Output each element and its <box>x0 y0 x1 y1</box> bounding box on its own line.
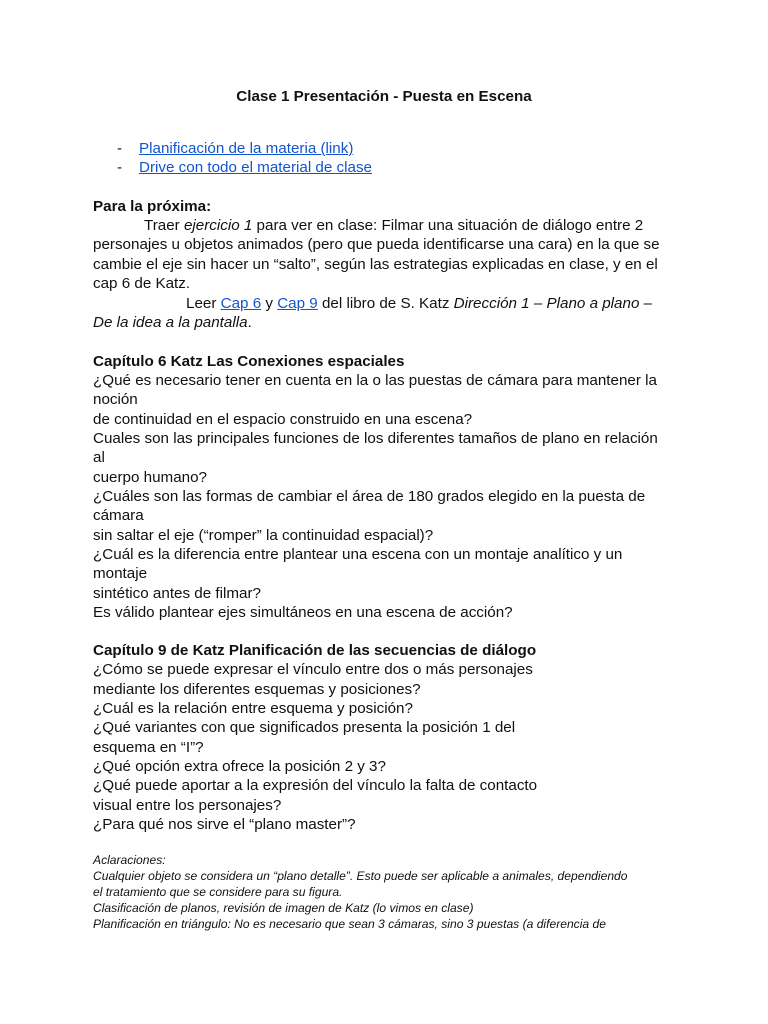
question-line: esquema en “I”? <box>93 739 204 756</box>
question-line: ¿Qué variantes con que significados presenta la posición 1 del <box>93 719 516 736</box>
text: y <box>261 295 278 312</box>
question-line: de continuidad en el espacio construido en una escena? <box>93 411 473 428</box>
text: Leer <box>186 295 221 312</box>
document-title: Clase 1 Presentación - Puesta en Escena <box>236 88 532 105</box>
question-line: ¿Qué es necesario tener en cuenta en la o las puestas de cámara para mantener la <box>93 372 657 389</box>
question-line: ¿Qué puede aportar a la expresión del vínculo la falta de contacto <box>93 777 538 794</box>
question-line: Es válido plantear ejes simultáneos en una escena de acción? <box>93 604 513 621</box>
question-line: ¿Qué opción extra ofrece la posición 2 y 3? <box>93 758 386 775</box>
question-line: ¿Cuál es la diferencia entre plantear una escena con un montaje analítico y un <box>93 546 623 563</box>
proxima-paragraph-line: cap 6 de Katz. <box>93 275 191 292</box>
text: . <box>247 314 252 331</box>
text: Traer <box>144 217 184 234</box>
question-line: visual entre los personajes? <box>93 797 282 814</box>
proxima-paragraph-line: personajes u objetos animados (pero que pueda identificarse una cara) en la que se <box>93 236 660 253</box>
note-line: el tratamiento que se considere para su figura. <box>93 885 343 899</box>
emphasis-text: ejercicio 1 <box>183 217 253 234</box>
cap6-link[interactable]: Cap 6 <box>220 295 262 312</box>
question-line: al <box>93 449 105 466</box>
text: del libro de S. Katz <box>317 295 454 312</box>
question-line: Cuales son las principales funciones de los diferentes tamaños de plano en relación <box>93 430 658 447</box>
question-line: ¿Cuál es la relación entre esquema y posición? <box>93 700 413 717</box>
book-title-text: De la idea a la pantalla <box>93 314 248 331</box>
question-line: ¿Cómo se puede expresar el vínculo entre dos o más personajes <box>93 661 533 678</box>
question-line: mediante los diferentes esquemas y posiciones? <box>93 681 421 698</box>
question-line: ¿Cuáles son las formas de cambiar el área de 180 grados elegido en la puesta de <box>93 488 646 505</box>
question-line: montaje <box>93 565 148 582</box>
cap9-heading: Capítulo 9 de Katz Planificación de las secuencias de diálogo <box>93 642 537 659</box>
question-line: cámara <box>93 507 144 524</box>
question-line: cuerpo humano? <box>93 469 207 486</box>
note-line: Clasificación de planos, revisión de imagen de Katz (lo vimos en clase) <box>93 901 474 915</box>
text: para ver en clase: Filmar una situación de diálogo entre 2 <box>252 217 644 234</box>
question-line: sin saltar el eje (“romper” la continuidad espacial)? <box>93 527 434 544</box>
leer-paragraph-line <box>186 294 652 314</box>
proxima-paragraph-line <box>144 216 643 236</box>
drive-material-link[interactable]: Drive con todo el material de clase <box>139 159 372 176</box>
planificacion-link[interactable]: Planificación de la materia (link) <box>139 140 354 157</box>
book-title-text: Dirección 1 – Plano a plano – <box>453 295 653 312</box>
proxima-heading: Para la próxima: <box>93 198 212 215</box>
question-line: sintético antes de filmar? <box>93 585 261 602</box>
question-line: ¿Para qué nos sirve el “plano master”? <box>93 816 356 833</box>
note-line: Aclaraciones: <box>93 853 166 867</box>
question-line: noción <box>93 391 138 408</box>
cap6-heading: Capítulo 6 Katz Las Conexiones espaciales <box>93 353 405 370</box>
note-line: Cualquier objeto se considera un “plano detalle”. Esto puede ser aplicable a animales, dependiendo <box>93 869 628 883</box>
leer-paragraph-line <box>93 313 252 333</box>
cap9-link[interactable]: Cap 9 <box>277 295 318 312</box>
list-dash: - <box>117 159 123 176</box>
proxima-paragraph-line: cambie el eje sin hacer un “salto”, según las estrategias explicadas en clase, y en el <box>93 256 658 273</box>
list-dash: - <box>117 140 123 157</box>
note-line: Planificación en triángulo: No es necesario que sean 3 cámaras, sino 3 puestas (a diferencia de <box>93 917 606 931</box>
